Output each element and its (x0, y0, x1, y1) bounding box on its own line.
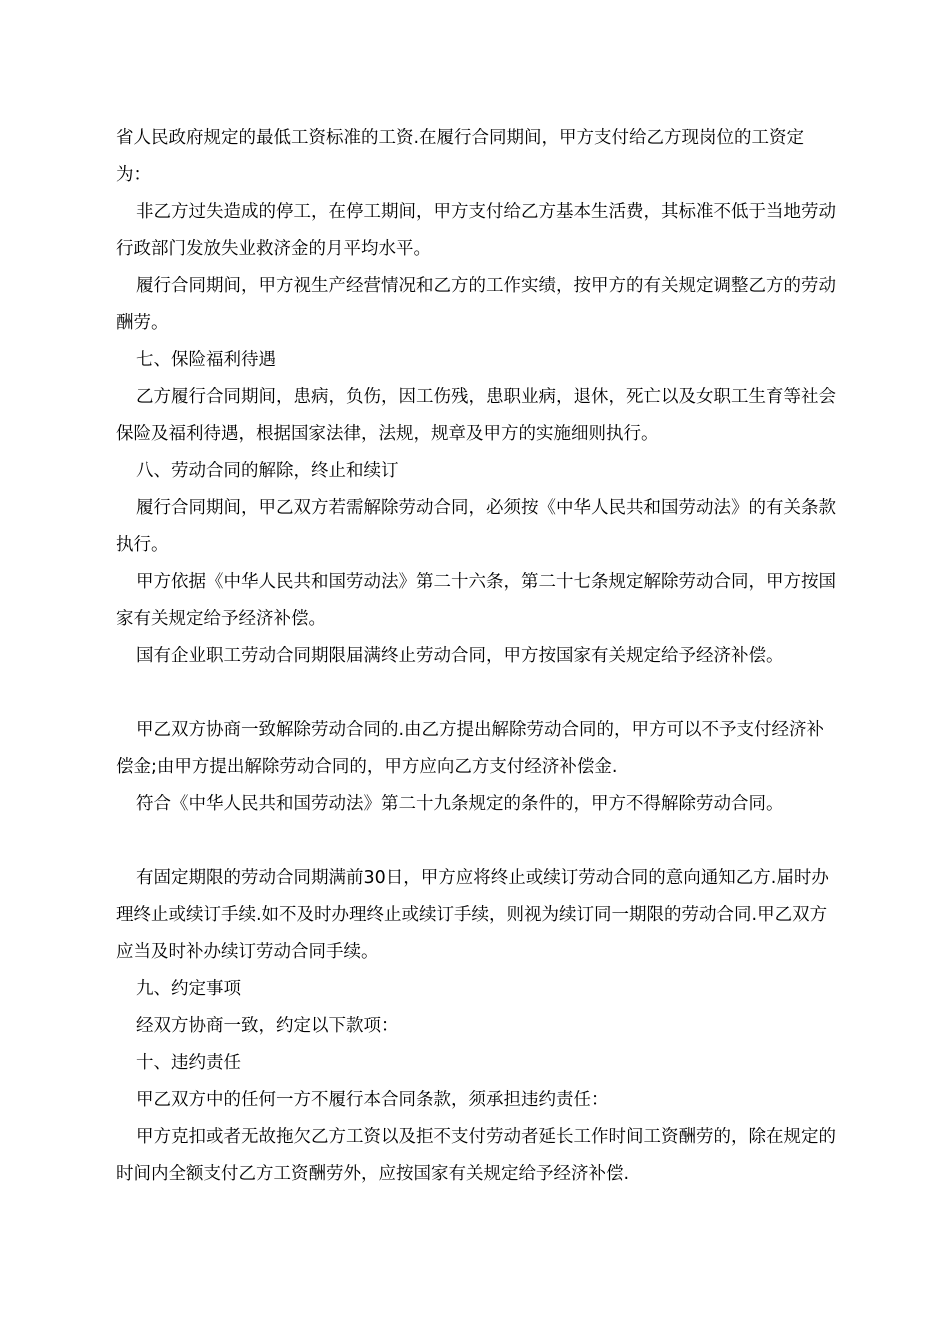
paragraph-insurance-benefits: 乙方履行合同期间，患病，负伤，因工伤残，患职业病，退休，死亡以及女职工生育等社会保险及福利待遇，根据国家法律，法规，规章及甲方的实施细则执行。 (116, 387, 836, 444)
paragraph-agreed-items: 经双方协商一致，约定以下款项： (136, 1016, 399, 1036)
paragraph-termination-law: 履行合同期间，甲乙双方若需解除劳动合同，必须按《中华人民共和国劳动法》的有关条款执行。 (116, 498, 836, 555)
paragraph-wage-standard: 省人民政府规定的最低工资标准的工资.在履行合同期间，甲方支付给乙方现岗位的工资定为： (116, 128, 805, 185)
paragraph-wage-arrears: 甲方克扣或者无故拖欠乙方工资以及拒不支付劳动者延长工作时间工资酬劳的，除在规定的时间内全额支付乙方工资酬劳外，应按国家有关规定给予经济补偿. (116, 1127, 836, 1184)
paragraph-article-29: 符合《中华人民共和国劳动法》第二十九条规定的条件的，甲方不得解除劳动合同。 (136, 794, 784, 814)
paragraph-renewal-notice: 有固定期限的劳动合同期满前30日，甲方应将终止或续订劳动合同的意向通知乙方.届时办理终止或续订手续.如不及时办理终止或续订手续，则视为续订同一期限的劳动合同.甲乙双方应当及时补办续订劳动合同手续。 (116, 868, 829, 962)
paragraph-work-stoppage: 非乙方过失造成的停工，在停工期间，甲方支付给乙方基本生活费，其标准不低于当地劳动行政部门发放失业救济金的月平均水平。 (116, 202, 836, 259)
paragraph-state-enterprise: 国有企业职工劳动合同期限届满终止劳动合同，甲方按国家有关规定给予经济补偿。 (136, 646, 784, 666)
blank-line (116, 823, 838, 860)
blank-line (116, 675, 838, 712)
section-heading-agreed-matters: 九、约定事项 (136, 979, 241, 999)
paragraph-liability: 甲乙双方中的任何一方不履行本合同条款，须承担违约责任： (136, 1090, 609, 1110)
document-body (116, 120, 838, 1193)
paragraph-pay-adjustment: 履行合同期间，甲方视生产经营情况和乙方的工作实绩，按甲方的有关规定调整乙方的劳动酬劳。 (116, 276, 836, 333)
paragraph-mutual-termination: 甲乙双方协商一致解除劳动合同的.由乙方提出解除劳动合同的，甲方可以不予支付经济补偿金;由甲方提出解除劳动合同的，甲方应向乙方支付经济补偿金. (116, 720, 825, 777)
paragraph-termination-articles: 甲方依据《中华人民共和国劳动法》第二十六条，第二十七条规定解除劳动合同，甲方按国家有关规定给予经济补偿。 (116, 572, 836, 629)
section-heading-termination: 八、劳动合同的解除，终止和续订 (136, 461, 399, 481)
section-heading-insurance: 七、保险福利待遇 (136, 350, 276, 370)
section-heading-liability: 十、违约责任 (136, 1053, 241, 1073)
